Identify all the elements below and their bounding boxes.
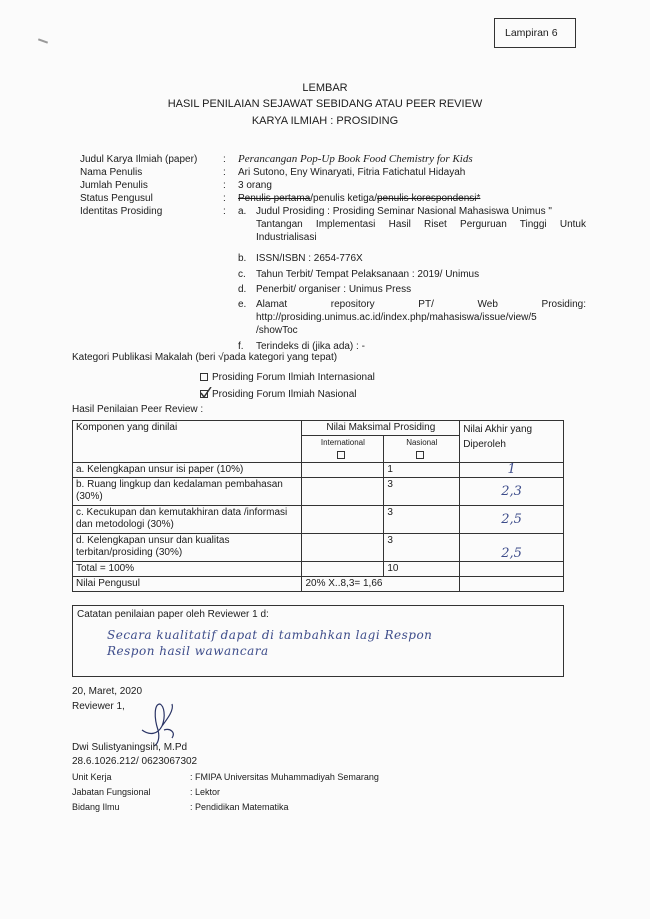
row-label: a. Kelengkapan unsur isi paper (10%) xyxy=(73,463,302,478)
status-strike-1: Penulis pertama xyxy=(238,193,311,204)
row-nasional: 3 xyxy=(384,534,460,562)
signature-date: 20, Maret, 2020 xyxy=(72,686,143,697)
table-row xyxy=(73,463,564,478)
title-lembar: LEMBAR xyxy=(302,82,348,94)
row-label: c. Kecukupan dan kemutakhiran data /informasi dan metodologi (30%) xyxy=(73,506,302,534)
nama-label: Nama Penulis xyxy=(80,167,143,178)
pengusul-akhir xyxy=(460,577,564,592)
kategori-option-internasional[interactable] xyxy=(200,372,375,383)
judul-value: Perancangan Pop-Up Book Food Chemistry for Kids xyxy=(238,153,473,165)
row-nasional: 3 xyxy=(384,478,460,506)
jabatan-row xyxy=(72,787,221,797)
table-row-total xyxy=(73,562,564,577)
jumlah-label: Jumlah Penulis xyxy=(80,180,148,191)
info-row-nama xyxy=(80,166,600,179)
header-nilai-akhir: Nilai Akhir yang Diperoleh xyxy=(460,421,564,463)
option-internasional-label: Prosiding Forum Ilmiah Internasional xyxy=(212,372,375,383)
kategori-option-nasional[interactable] xyxy=(200,389,357,400)
item-a-value xyxy=(256,205,586,244)
catatan-handwriting-line1: Secara kualitatif dapat di tambahkan lagi Respon xyxy=(107,628,433,642)
row-nasional: 3 xyxy=(384,506,460,534)
unit-kerja-value: : FMIPA Universitas Muhammadiyah Semarang xyxy=(190,772,379,782)
unit-kerja-label: Unit Kerja xyxy=(72,772,112,782)
table-row xyxy=(73,534,564,562)
info-row-status xyxy=(80,192,600,205)
catatan-handwriting-line2: Respon hasil wawancara xyxy=(107,644,269,658)
reviewer-name: Dwi Sulistyaningsih, M.Pd xyxy=(72,742,188,753)
item-e-line3: /showToc xyxy=(256,325,298,336)
colon: : xyxy=(223,206,226,217)
row-akhir: 2,5 xyxy=(460,506,564,534)
pengusul-value xyxy=(302,577,460,592)
pengusul-label: Nilai Pengusul xyxy=(73,577,302,592)
bidang-ilmu-label: Bidang Ilmu xyxy=(72,802,120,812)
catatan-box xyxy=(72,605,564,677)
jabatan-value: : Lektor xyxy=(190,787,221,797)
handwritten-signature xyxy=(140,700,190,748)
item-key: a. xyxy=(238,206,247,217)
table-row xyxy=(73,478,564,506)
total-international xyxy=(302,562,384,577)
subheader-nasional xyxy=(384,436,460,463)
row-label: b. Ruang lingkup dan kedalaman pembahasan (30%) xyxy=(73,478,302,506)
item-d-value: Penerbit/ organiser : Unimus Press xyxy=(256,284,412,295)
kategori-label: Kategori Publikasi Makalah (beri √pada kategori yang tepat) xyxy=(72,352,338,363)
lampiran-box: Lampiran 6 xyxy=(494,18,576,48)
colon: : xyxy=(223,180,226,191)
identitas-item-d xyxy=(238,283,590,296)
unit-kerja-row xyxy=(72,772,379,782)
judul-label: Judul Karya Ilmiah (paper) xyxy=(80,154,198,165)
reviewer-nip: 28.6.1026.212/ 0623067302 xyxy=(72,756,198,767)
score-table xyxy=(72,420,564,592)
item-key: d. xyxy=(238,284,247,295)
jumlah-value: 3 orang xyxy=(238,180,272,191)
item-a-line1: Judul Prosiding : Prosiding Seminar Nasional Mahasiswa Unimus " xyxy=(256,206,552,217)
table-header-row xyxy=(73,421,564,436)
row-akhir: 1 xyxy=(460,463,564,478)
total-akhir xyxy=(460,562,564,577)
status-label: Status Pengusul xyxy=(80,193,153,204)
pengusul-formula: 20% X..8,3= 1,66 xyxy=(305,578,383,589)
header-komponen: Komponen yang dinilai xyxy=(73,421,302,463)
title-hasil-penilaian xyxy=(0,98,650,110)
catatan-label: Catatan penilaian paper oleh Reviewer 1 d: xyxy=(77,609,269,620)
status-strike-2: penulis korespondensi* xyxy=(376,193,481,204)
jabatan-label: Jabatan Fungsional xyxy=(72,787,151,797)
row-international xyxy=(302,463,384,478)
item-b-value: ISSN/ISBN : 2654-776X xyxy=(256,253,363,264)
nama-value: Ari Sutono, Eny Winaryati, Fitria Fatichatul Hidayah xyxy=(238,167,466,178)
table-row-pengusul xyxy=(73,577,564,592)
row-international xyxy=(302,534,384,562)
status-mid: /penulis ketiga/ xyxy=(310,193,377,204)
item-c-value: Tahun Terbit/ Tempat Pelaksanaan : 2019/ Unimus xyxy=(256,269,480,280)
scan-mark xyxy=(38,38,48,43)
nasional-label: Nasional xyxy=(406,438,438,447)
option-nasional-label: Prosiding Forum Ilmiah Nasional xyxy=(212,389,357,400)
colon: : xyxy=(223,193,226,204)
status-value xyxy=(238,192,480,205)
check-icon xyxy=(200,387,212,399)
international-label: International xyxy=(320,438,365,447)
checkbox-col-international[interactable] xyxy=(337,451,345,459)
title-karya-ilmiah: KARYA ILMIAH : PROSIDING xyxy=(251,115,399,127)
colon: : xyxy=(223,154,226,165)
colon: : xyxy=(223,167,226,178)
info-row-judul xyxy=(80,153,600,166)
row-akhir: 2,3 xyxy=(460,478,564,506)
row-label: d. Kelengkapan unsur dan kualitas terbitan/prosiding (30%) xyxy=(73,534,302,562)
identitas-item-e xyxy=(238,298,590,338)
identitas-item-c xyxy=(238,268,590,281)
item-key: e. xyxy=(238,299,247,310)
header-nilai-maksimal: Nilai Maksimal Prosiding xyxy=(302,421,460,436)
item-key: c. xyxy=(238,269,246,280)
item-f-value: Terindeks di (jika ada) : - xyxy=(256,341,365,352)
item-a-line2: Tantangan Implementasi Hasil Riset Perguruan Tinggi Untuk xyxy=(256,219,586,230)
item-key: b. xyxy=(238,253,247,264)
identitas-label: Identitas Prosiding xyxy=(80,206,163,217)
total-value: 10 xyxy=(384,562,460,577)
item-a-line3: Industrialisasi xyxy=(256,232,317,243)
checkbox-internasional[interactable] xyxy=(200,373,208,381)
hasil-penilaian-label: Hasil Penilaian Peer Review : xyxy=(72,404,204,415)
bidang-ilmu-row xyxy=(72,802,289,812)
bidang-ilmu-value: : Pendidikan Matematika xyxy=(190,802,289,812)
total-label: Total = 100% xyxy=(73,562,302,577)
table-row xyxy=(73,506,564,534)
subheader-international xyxy=(302,436,384,463)
row-international xyxy=(302,506,384,534)
identitas-item-b xyxy=(238,252,590,265)
item-e-value xyxy=(256,298,586,337)
info-row-jumlah xyxy=(80,179,600,192)
row-international xyxy=(302,478,384,506)
row-akhir: 2,5 xyxy=(460,534,564,562)
checkbox-nasional-checked[interactable] xyxy=(200,390,208,398)
item-e-line1: Alamat repository PT/ Web Prosiding: xyxy=(256,299,586,310)
row-nasional: 1 xyxy=(384,463,460,478)
checkbox-col-nasional[interactable] xyxy=(416,451,424,459)
identitas-item-a xyxy=(238,205,590,245)
reviewer-label: Reviewer 1, xyxy=(72,701,125,712)
title-line2: HASIL PENILAIAN SEJAWAT SEBIDANG ATAU PEER REVIEW xyxy=(167,98,483,110)
item-key: f. xyxy=(238,341,244,352)
item-e-line2: http://prosiding.unimus.ac.id/index.php/mahasiswa/issue/view/5 xyxy=(256,312,537,323)
